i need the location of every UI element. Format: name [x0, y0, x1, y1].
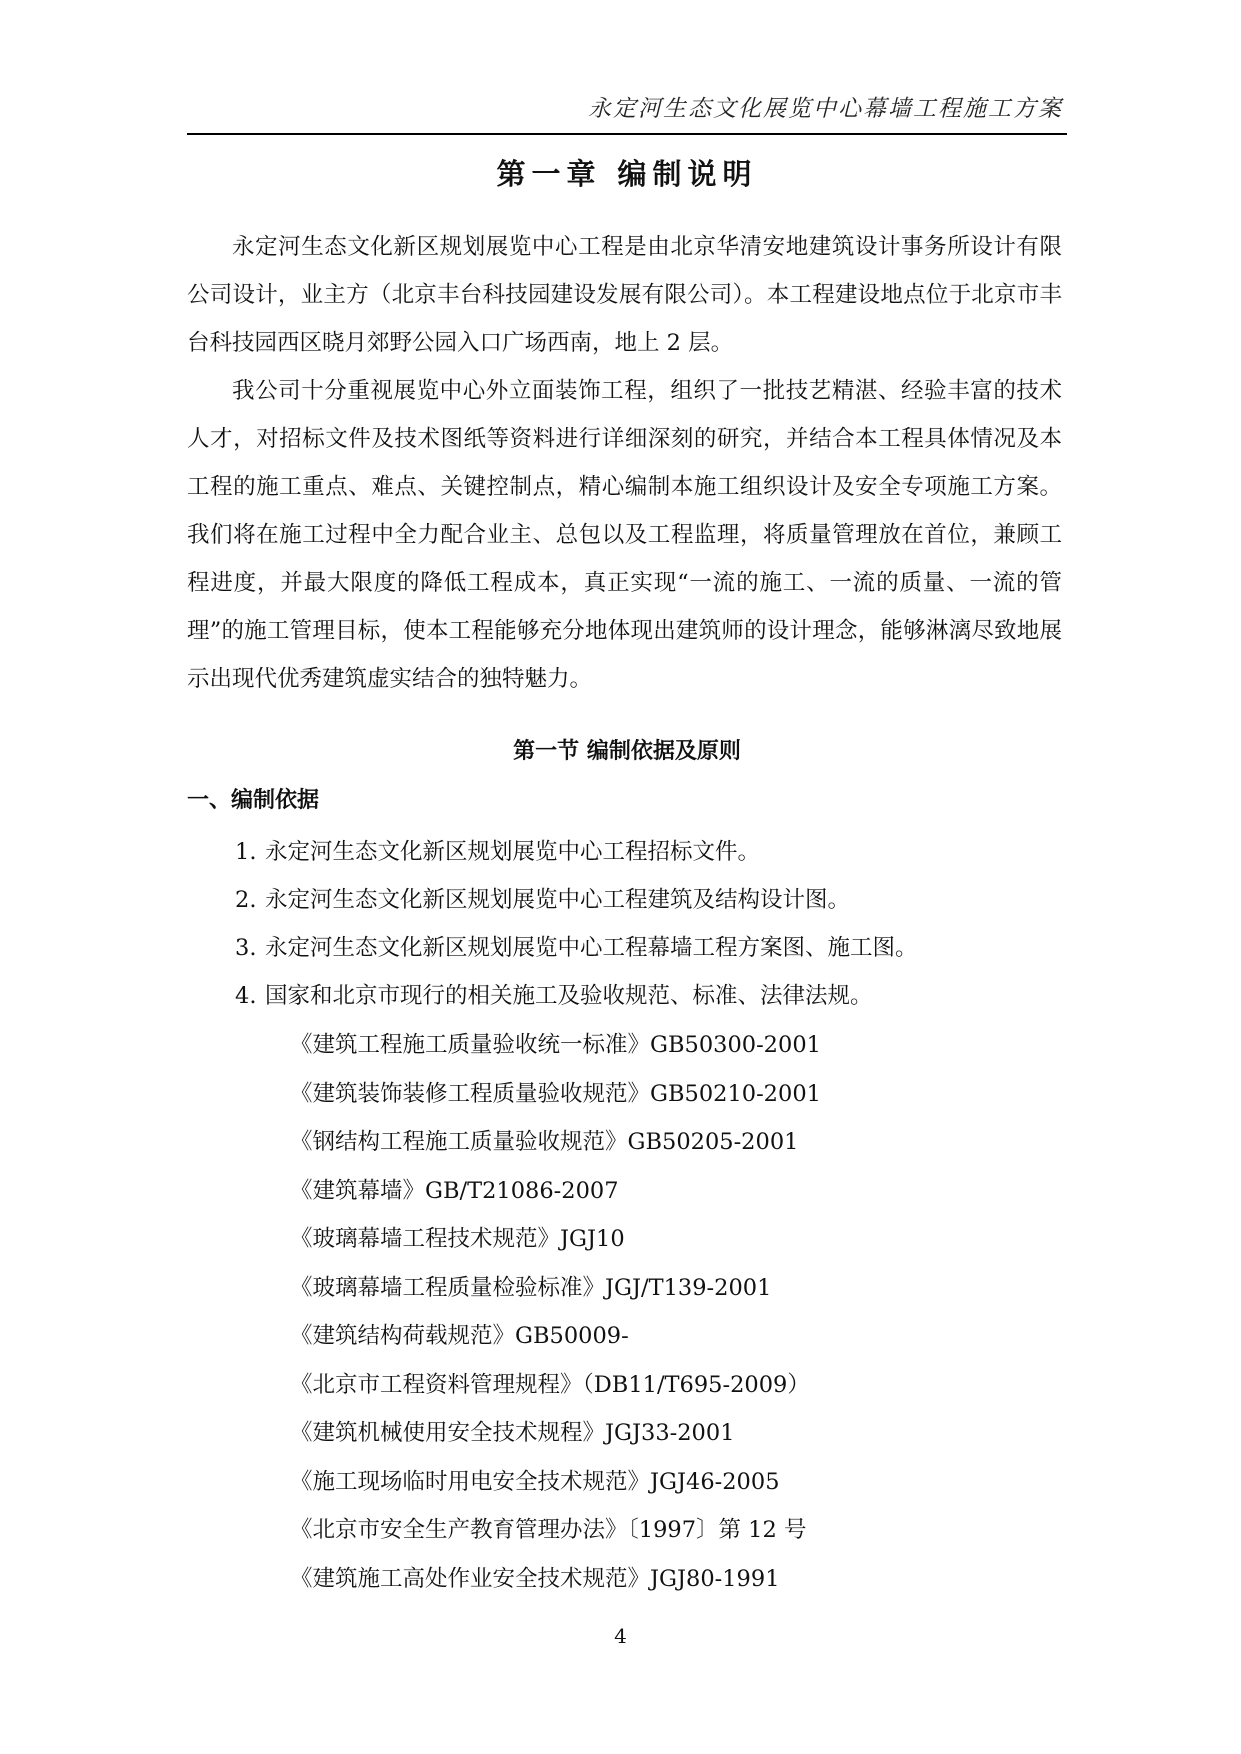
standard-item: 《玻璃幕墙工程质量检验标准》JGJ/T139-2001	[290, 1274, 772, 1301]
standard-item: 《建筑幕墙》GB/T21086-2007	[290, 1177, 619, 1204]
page-number: 4	[614, 1624, 627, 1648]
standard-item: 《建筑机械使用安全技术规程》JGJ33-2001	[290, 1420, 735, 1446]
basis-list	[235, 828, 918, 1020]
intro-paragraph: 永定河生态文化新区规划展览中心工程是由北京华清安地建筑设计事务所设计有限公司设计，业主方（北京丰台科技园建设发展有限公司）。本工程建设地点位于北京市丰台科技园西区晓月郊野公园入口广场西南，地上 2 层。	[187, 234, 1062, 356]
standard-item: 《玻璃幕墙工程技术规范》JGJ10	[290, 1226, 625, 1252]
basis-item-text: 永定河生态文化新区规划展览中心工程招标文件。	[265, 839, 761, 865]
standard-item: 《建筑工程施工质量验收统一标准》GB50300-2001	[290, 1032, 821, 1058]
basis-item-number: 3.	[235, 935, 257, 961]
basis-item-number: 2.	[235, 887, 257, 913]
basis-item	[235, 876, 918, 924]
standard-item: 《建筑装饰装修工程质量验收规范》GB50210-2001	[290, 1080, 821, 1107]
basis-item-text: 永定河生态文化新区规划展览中心工程幕墙工程方案图、施工图。	[265, 935, 918, 961]
standard-item: 《施工现场临时用电安全技术规范》JGJ46-2005	[290, 1468, 780, 1495]
standard-item: 《建筑施工高处作业安全技术规范》JGJ80-1991	[290, 1565, 780, 1592]
basis-item-number: 1.	[235, 839, 257, 865]
standards-list	[290, 1021, 821, 1603]
standard-item: 《北京市工程资料管理规程》（DB11/T695-2009）	[290, 1371, 810, 1398]
basis-item-number: 4.	[235, 983, 257, 1009]
section-title: 第一节 编制依据及原则	[513, 739, 741, 764]
standard-item: 《建筑结构荷载规范》GB50009-	[290, 1323, 629, 1349]
basis-item-text: 永定河生态文化新区规划展览中心工程建筑及结构设计图。	[265, 887, 851, 913]
running-header-title: 永定河生态文化展览中心幕墙工程施工方案	[588, 96, 1063, 122]
intro-body	[187, 223, 1062, 703]
chapter-title: 第一章 编制说明	[496, 157, 758, 191]
intro-paragraph: 我公司十分重视展览中心外立面装饰工程，组织了一批技艺精湛、经验丰富的技术人才，对招标文件及技术图纸等资料进行详细深刻的研究，并结合本工程具体情况及本工程的施工重点、难点、关键控制点，精心编制本施工组织设计及安全专项施工方案。我们将在施工过程中全力配合业主、总包以及工程监理，将质量管理放在首位，兼顾工程进度，并最大限度的降低工程成本，真正实现“一流的施工、一流的质量、一流的管理”的施工管理目标，使本工程能够充分地体现出建筑师的设计理念，能够淋漓尽致地展示出现代优秀建筑虚实结合的独特魅力。	[187, 378, 1062, 692]
standard-item: 《钢结构工程施工质量验收规范》GB50205-2001	[290, 1129, 799, 1155]
header-rule	[187, 133, 1067, 135]
basis-item	[235, 924, 918, 972]
basis-item	[235, 828, 918, 876]
standard-item: 《北京市安全生产教育管理办法》〔1997〕第 12 号	[290, 1517, 807, 1543]
basis-item	[235, 972, 918, 1020]
basis-item-text: 国家和北京市现行的相关施工及验收规范、标准、法律法规。	[265, 983, 873, 1009]
subsection-heading: 一、编制依据	[187, 788, 320, 813]
